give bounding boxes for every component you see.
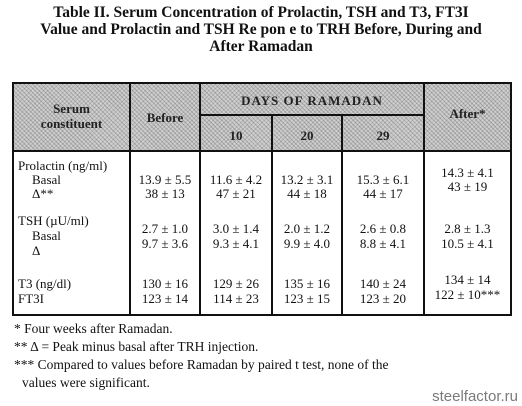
title-line-2: Value and Prolactin and TSH Re pon e to TRH Before, During and	[40, 21, 482, 38]
table-cell: 8.8 ± 4.1	[359, 236, 407, 251]
table-cell: 43 ± 19	[447, 179, 488, 194]
row-label-t3: T3 (ng/dl)	[18, 276, 72, 291]
row-label-basal: Basal	[32, 228, 61, 243]
table-cell: 13.2 ± 3.1	[280, 172, 334, 187]
table-cell: 47 ± 21	[216, 186, 256, 201]
table-cell: 15.3 ± 6.1	[356, 172, 410, 187]
row-label-prolactin: Prolactin (ng/ml)	[18, 158, 108, 173]
title-line-3: After Ramadan	[209, 38, 313, 55]
header-after: After*	[449, 106, 486, 121]
site-watermark: steelfactor.ru	[432, 388, 518, 405]
table-divider	[199, 114, 423, 116]
table-cell: 3.0 ± 1.4	[212, 221, 260, 236]
row-label-ft3i: FT3I	[18, 291, 44, 306]
table-cell: 44 ± 18	[287, 186, 327, 201]
table-cell: 123 ± 15	[283, 291, 331, 306]
table-cell: 123 ± 14	[141, 291, 189, 306]
footnote-3: *** Compared to values before Ramadan by paired t test, none of the	[14, 357, 389, 372]
row-label-delta: Δ**	[32, 186, 54, 201]
header-day-20: 20	[300, 128, 314, 143]
table-cell: 11.6 ± 4.2	[209, 172, 263, 187]
table-cell: 14.3 ± 4.1	[441, 165, 494, 180]
table-cell: 130 ± 16	[141, 276, 189, 291]
footnote-1: * Four weeks after Ramadan.	[14, 321, 173, 336]
row-label-tsh: TSH (µU/ml)	[18, 213, 89, 228]
table-cell: 38 ± 13	[145, 186, 185, 201]
header-serum-constituent	[14, 101, 129, 131]
header-day-10: 10	[229, 128, 243, 143]
row-label-delta: Δ	[32, 243, 41, 258]
table-title	[0, 4, 522, 55]
table-cell: 10.5 ± 4.1	[441, 236, 494, 251]
table-cell: 122 ± 10***	[434, 287, 501, 302]
table-divider	[14, 150, 510, 152]
footnote-4: values were significant.	[22, 375, 150, 390]
table-cell: 9.9 ± 4.0	[283, 236, 331, 251]
header-days-of-ramadan: DAYS OF RAMADAN	[241, 93, 383, 108]
row-label-basal: Basal	[32, 172, 61, 187]
table-cell: 2.7 ± 1.0	[141, 221, 189, 236]
table-cell: 140 ± 24	[359, 276, 407, 291]
header-before: Before	[146, 110, 184, 125]
table-cell: 123 ± 20	[359, 291, 407, 306]
data-table	[12, 82, 512, 316]
table-cell: 134 ± 14	[444, 272, 491, 287]
table-cell: 2.0 ± 1.2	[283, 221, 331, 236]
footnote-2: ** Δ = Peak minus basal after TRH injection.	[14, 339, 259, 354]
header-day-29: 29	[376, 128, 390, 143]
table-cell: 44 ± 17	[363, 186, 403, 201]
table-cell: 2.8 ± 1.3	[444, 221, 491, 236]
table-cell: 129 ± 26	[212, 276, 260, 291]
header-serum-line1: Serum	[53, 101, 90, 116]
table-cell: 13.9 ± 5.5	[138, 172, 192, 187]
table-cell: 2.6 ± 0.8	[359, 221, 407, 236]
table-cell: 9.7 ± 3.6	[141, 236, 189, 251]
header-serum-line2: constituent	[40, 116, 103, 131]
table-cell: 135 ± 16	[283, 276, 331, 291]
title-line-1: Table II. Serum Concentration of Prolactin, TSH and T3, FT3I	[53, 4, 469, 21]
table-cell: 114 ± 23	[213, 291, 259, 306]
table-cell: 9.3 ± 4.1	[212, 236, 260, 251]
